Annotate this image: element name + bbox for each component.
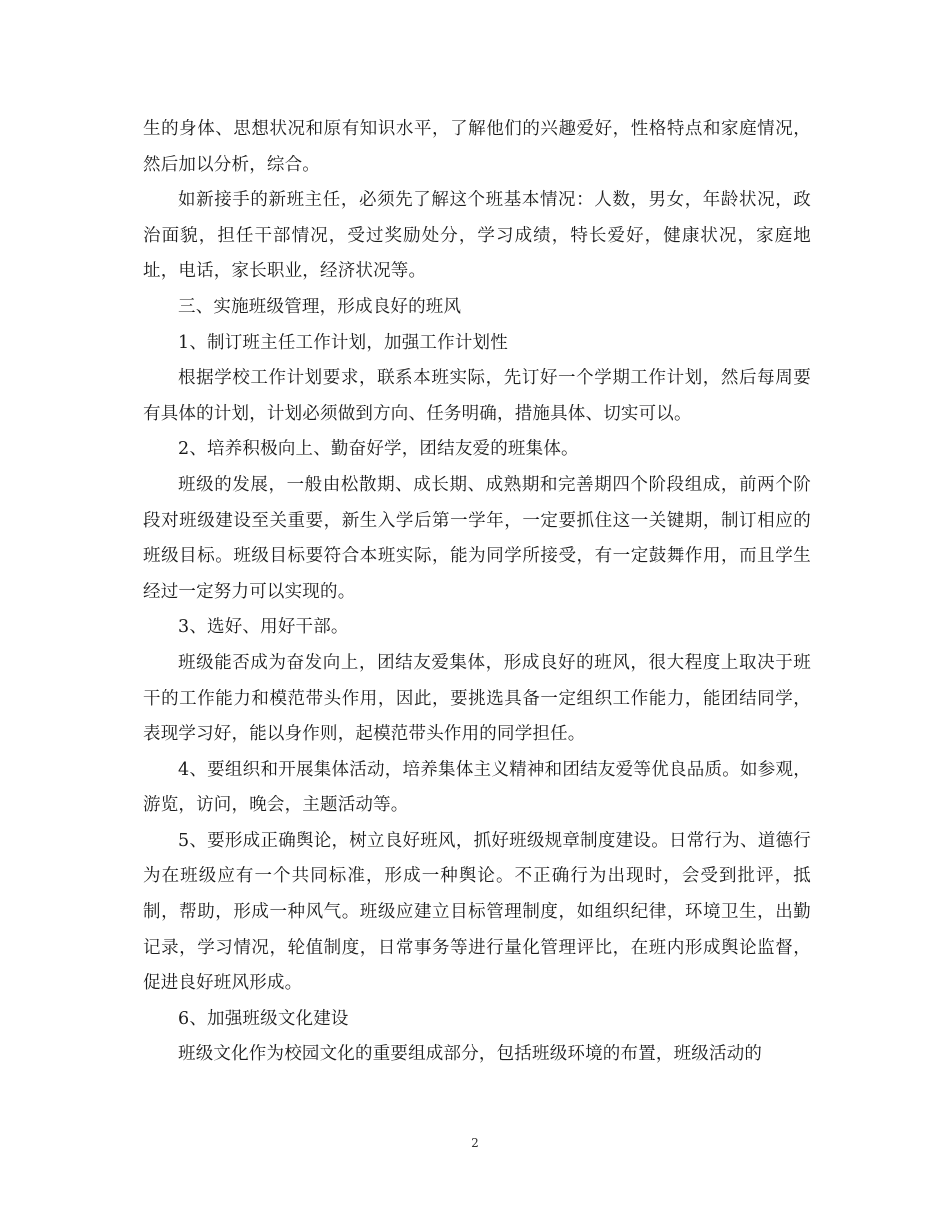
paragraph: 4、要组织和开展集体活动，培养集体主义精神和团结友爱等优良品质。如参观，游览，访问，晚会，主题活动等。 <box>143 759 811 816</box>
paragraph: 根据学校工作计划要求，联系本班实际，先订好一个学期工作计划，然后每周要有具体的计划，计划必须做到方向、任务明确，措施具体、切实可以。 <box>143 368 811 424</box>
document-body <box>143 112 811 1073</box>
paragraph: 如新接手的新班主任，必须先了解这个班基本情况：人数，男女，年龄状况，政治面貌，担任干部情况，受过奖励处分，学习成绩，特长爱好，健康状况，家庭地址，电话，家长职业，经济状况等。 <box>143 190 811 282</box>
paragraph: 班级能否成为奋发向上，团结友爱集体，形成良好的班风，很大程度上取决于班干的工作能力和模范带头作用，因此，要挑选具备一定组织工作能力，能团结同学，表现学习好，能以身作则，起模范带头作用的同学担任。 <box>143 652 811 745</box>
subsection-heading: 2、培养积极向上、勤奋好学，团结友爱的班集体。 <box>178 439 579 460</box>
subsection-heading: 6、加强班级文化建设 <box>178 1008 349 1029</box>
paragraph: 生的身体、思想状况和原有知识水平，了解他们的兴趣爱好，性格特点和家庭情况，然后加以分析，综合。 <box>143 119 811 175</box>
section-heading: 三、实施班级管理，形成良好的班风 <box>178 296 462 317</box>
paragraph: 班级文化作为校园文化的重要组成部分，包括班级环境的布置，班级活动的 <box>178 1044 763 1065</box>
subsection-heading: 3、选好、用好干部。 <box>178 617 349 638</box>
paragraph: 5、要形成正确舆论，树立良好班风，抓好班级规章制度建设。日常行为、道德行为在班级应有一个共同标准，形成一种舆论。不正确行为出现时，会受到批评，抵制，帮助，形成一种风气。班级应建立目标管理制度，如组织纪律，环境卫生，出勤记录，学习情况，轮值制度，日常事务等进行量化管理评比，在班内形成舆论监督，促进良好班风形成。 <box>143 830 811 994</box>
paragraph: 班级的发展，一般由松散期、成长期、成熟期和完善期四个阶段组成，前两个阶段对班级建设至关重要，新生入学后第一学年，一定要抓住这一关键期，制订相应的班级目标。班级目标要符合本班实际，能为同学所接受，有一定鼓舞作用，而且学生经过一定努力可以实现的。 <box>143 474 811 602</box>
page-number: 2 <box>471 1136 479 1150</box>
subsection-heading: 1、制订班主任工作计划，加强工作计划性 <box>178 332 508 353</box>
